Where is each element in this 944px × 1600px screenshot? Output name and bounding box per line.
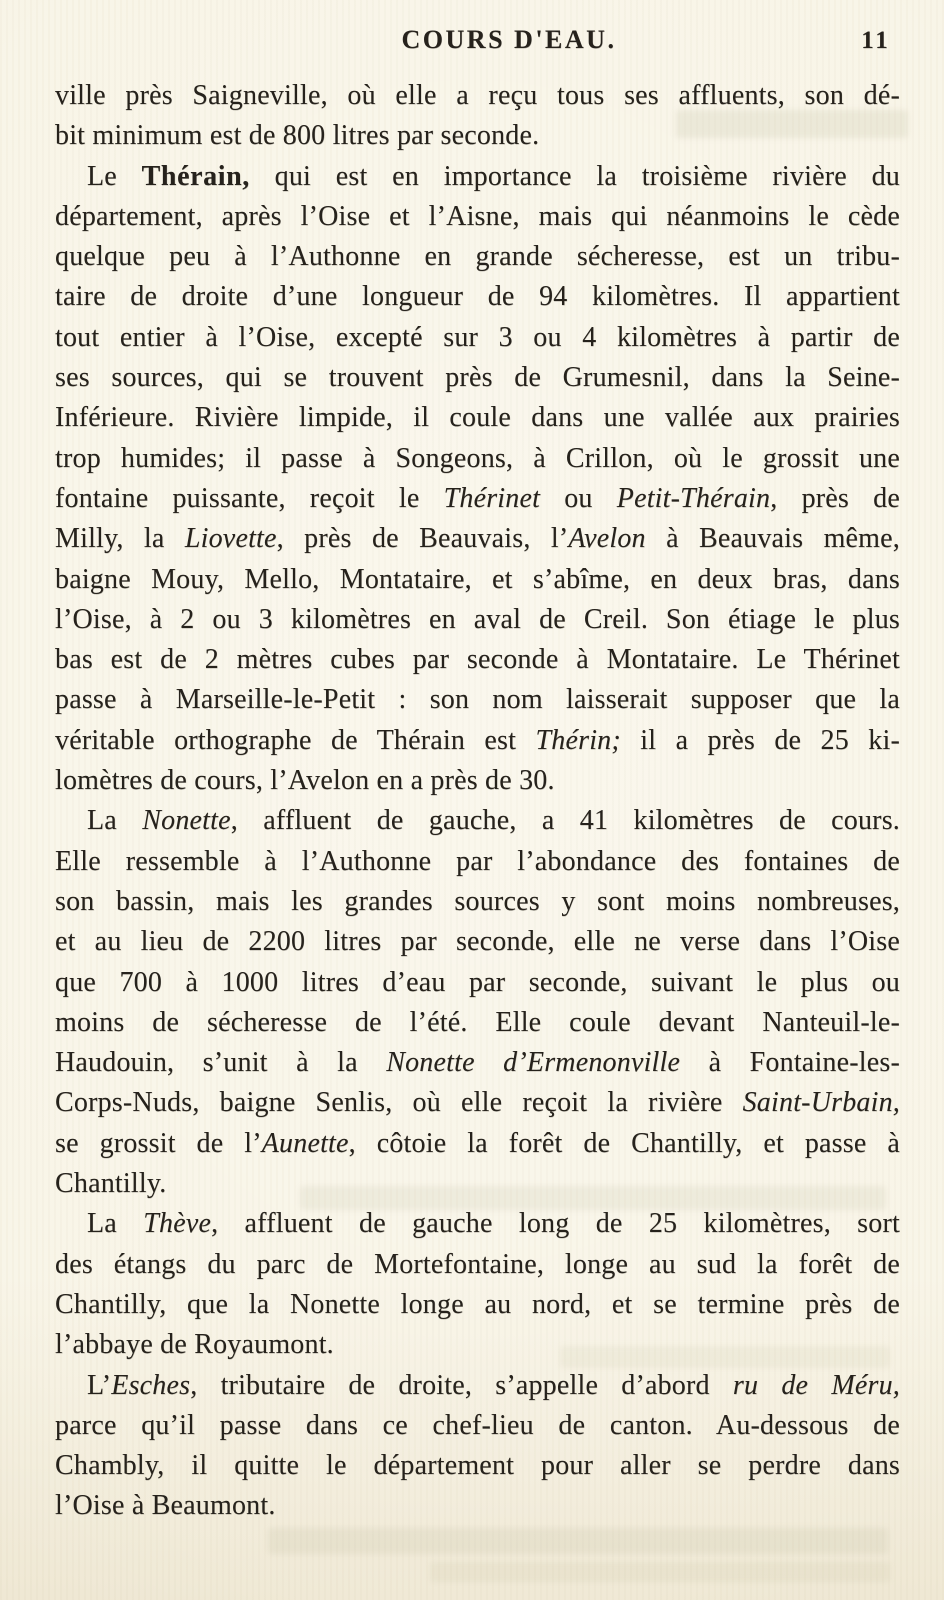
- text-line: [55, 721, 900, 761]
- text: ville près Saigneville, où elle a reçu tous ses affluents, son dé-: [55, 80, 900, 111]
- text: l’Oise à Beaumont.: [55, 1490, 276, 1522]
- text-line: [55, 922, 900, 962]
- text-line: [55, 1043, 900, 1083]
- text: parce qu’il passe dans ce chef-lieu de canton. Au-dessous de: [55, 1409, 900, 1441]
- text: ses sources, qui se trouvent près de Grumesnil, dans la Seine-: [55, 362, 900, 394]
- text-line: [55, 882, 900, 922]
- text-line: [55, 197, 900, 237]
- text: , côtoie la forêt de Chantilly, et passe à: [348, 1127, 900, 1159]
- text: il a près de 25 ki-: [620, 724, 901, 756]
- text-line: [55, 560, 900, 600]
- running-head-title: COURS D'EAU.: [401, 25, 617, 54]
- text-line: [55, 76, 900, 116]
- italic-text: Thérin;: [535, 724, 621, 756]
- text-line: [55, 479, 900, 519]
- text: , près de Beauvais, l’: [276, 523, 569, 555]
- text: trop humides; il passe à Songeons, à Crillon, où le grossit une: [55, 442, 900, 474]
- text-line: [55, 318, 900, 358]
- text: , près de: [770, 482, 900, 514]
- text-line: [55, 640, 900, 680]
- text-line: [55, 116, 900, 156]
- text: Chantilly.: [55, 1168, 167, 1200]
- text: , affluent de gauche long de 25 kilomètres, sort: [211, 1208, 900, 1240]
- page-number: 11: [861, 27, 891, 54]
- bold-text: Thérain,: [141, 160, 250, 192]
- text: fontaine puissante, reçoit le: [55, 482, 444, 514]
- text-line: [55, 1164, 900, 1204]
- text-line: [55, 1124, 900, 1164]
- text-line: [55, 237, 900, 277]
- text: quelque peu à l’Authonne en grande sécheresse, est un tribu-: [55, 241, 900, 273]
- text-line: [55, 680, 900, 720]
- text-line: [55, 439, 900, 479]
- text: Haudouin, s’unit à la: [55, 1047, 387, 1079]
- text: bas est de 2 mètres cubes par seconde à Montataire. Le Thérinet: [55, 644, 900, 676]
- text: La: [87, 1208, 144, 1240]
- show-through-artifact: [268, 1528, 888, 1554]
- text: à Beauvais même,: [645, 523, 900, 555]
- text-line: [55, 358, 900, 398]
- text: que 700 à 1000 litres d’eau par seconde, suivant le plus ou: [55, 966, 900, 998]
- text-line: [55, 801, 900, 841]
- text: Inférieure. Rivière limpide, il coule dans une vallée aux prairies: [55, 402, 900, 434]
- text: Milly, la: [55, 523, 185, 555]
- text: Chantilly, que la Nonette longe au nord, et se termine près de: [55, 1288, 900, 1320]
- text: qui est en importance la troisième rivière du: [249, 160, 900, 192]
- text: baigne Mouy, Mello, Montataire, et s’abîme, en deux bras, dans: [55, 563, 900, 595]
- text-line: [55, 1245, 900, 1285]
- italic-text: Nonette: [142, 805, 231, 837]
- text-line: [55, 277, 900, 317]
- text: , affluent de gauche, a 41 kilomètres de cours.: [230, 805, 900, 837]
- text-line: [55, 519, 900, 559]
- italic-text: Esches: [111, 1369, 191, 1401]
- text: des étangs du parc de Mortefontaine, longe au sud la forêt de: [55, 1248, 900, 1280]
- text-line: [55, 1204, 900, 1244]
- text-line: [55, 1325, 900, 1365]
- text: La: [87, 805, 143, 837]
- italic-text: Petit-Thérain: [616, 482, 771, 514]
- text: passe à Marseille-le-Petit : son nom laisserait supposer que la: [55, 684, 900, 716]
- text: tout entier à l’Oise, excepté sur 3 ou 4 kilomètres à partir de: [55, 321, 900, 353]
- text: Le: [87, 160, 142, 192]
- text: et au lieu de 2200 litres par seconde, elle ne verse dans l’Oise: [55, 926, 900, 958]
- text: Elle ressemble à l’Authonne par l’abondance des fontaines de: [55, 845, 900, 877]
- italic-text: Thérinet: [443, 482, 541, 514]
- text-line: [55, 1083, 900, 1123]
- text-line: [55, 157, 900, 197]
- text: , tributaire de droite, s’appelle d’abord: [190, 1369, 733, 1401]
- text: son bassin, mais les grandes sources y sont moins nombreuses,: [55, 885, 900, 917]
- italic-text: ru de Méru,: [732, 1369, 900, 1401]
- text-line: [55, 1486, 900, 1526]
- text-line: [55, 1366, 900, 1406]
- text-line: [55, 1003, 900, 1043]
- text-line: [55, 1406, 900, 1446]
- text: L’: [87, 1369, 112, 1401]
- italic-text: Aunette: [261, 1127, 349, 1159]
- italic-text: Avelon: [568, 523, 646, 555]
- italic-text: Nonette d’Ermenonville: [386, 1047, 681, 1079]
- italic-text: Saint-Urbain,: [742, 1087, 900, 1119]
- text-line: [55, 1285, 900, 1325]
- text: véritable orthographe de Thérain est: [55, 724, 536, 756]
- text: à Fontaine-les-: [680, 1047, 900, 1079]
- text-line: [55, 398, 900, 438]
- text-line: [55, 1446, 900, 1486]
- text-line: [55, 842, 900, 882]
- text: ou: [540, 482, 617, 514]
- italic-text: Thève: [143, 1208, 212, 1240]
- text: Corps-Nuds, baigne Senlis, où elle reçoit la rivière: [55, 1087, 743, 1119]
- text: l’Oise, à 2 ou 3 kilomètres en aval de Creil. Son étiage le plus: [55, 603, 900, 635]
- italic-text: Liovette: [184, 523, 277, 555]
- text-line: [55, 600, 900, 640]
- text: lomètres de cours, l’Avelon en a près de 30.: [55, 765, 555, 797]
- text: taire de droite d’une longueur de 94 kilomètres. Il appartient: [55, 281, 900, 313]
- text: moins de sécheresse de l’été. Elle coule devant Nanteuil-le-: [55, 1006, 900, 1038]
- show-through-artifact: [430, 1562, 890, 1582]
- body-text: [55, 76, 900, 1527]
- text: se grossit de l’: [55, 1127, 262, 1159]
- text: l’abbaye de Royaumont.: [55, 1329, 334, 1361]
- text-line: [55, 963, 900, 1003]
- text-line: [55, 761, 900, 801]
- text: département, après l’Oise et l’Aisne, mais qui néanmoins le cède: [55, 200, 900, 232]
- text: bit minimum est de 800 litres par seconde.: [55, 120, 540, 152]
- text: Chambly, il quitte le département pour aller se perdre dans: [55, 1450, 900, 1482]
